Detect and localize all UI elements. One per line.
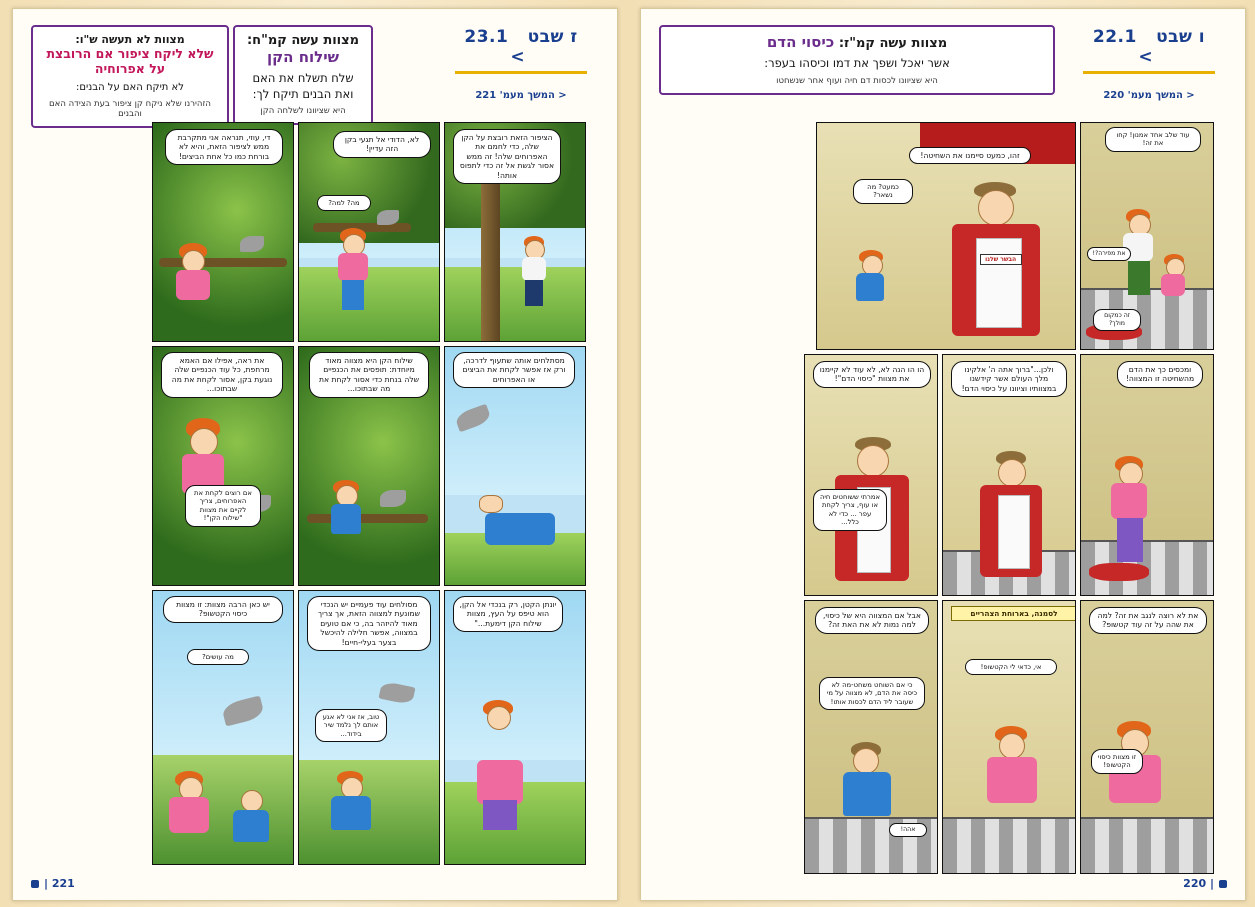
mitzvah2-highlight-left: שלא ליקח ציפור אם הרובצת על אפרוחיה bbox=[46, 46, 214, 76]
scene-caption: לסמנה, בארוחת הצהריים bbox=[951, 606, 1076, 621]
speech-bubble: את לא רוצה לנגב את זה? למה את שהה על זה עוד קטשופ? bbox=[1089, 607, 1207, 634]
comic-panel bbox=[1080, 122, 1214, 350]
date-block-left bbox=[455, 27, 587, 101]
comic-panel bbox=[298, 590, 440, 865]
mitzvah-sub-right: אשר יאכל ושפך את דמו וכיסהו בעפר: bbox=[764, 56, 950, 70]
speech-bubble: שילוח הקן היא מצווה מאוד מיוחדת: תופסים את הכנפיים שלה בנחת כדי אסור לקחת את מה שבתוכו... bbox=[309, 352, 429, 398]
speech-bubble: הציפור הזאת רובצת על הקן שלה, כדי לחמם את האפרוחים שלה! זה ממש אסור לגשת אל זה כדי לתפוס אותה! bbox=[453, 129, 561, 184]
speech-bubble: זהו, כמעט סיימנו את השחיטה! bbox=[909, 147, 1031, 164]
comic-row bbox=[46, 346, 586, 586]
comic-row bbox=[46, 590, 586, 865]
folio-right bbox=[1183, 877, 1227, 890]
mitzvah-title-right: מצוות עשה קמ"ז: כיסוי הדם bbox=[766, 33, 948, 51]
mitzvah-note-left: היא שציוונו לשלחה הקן bbox=[260, 106, 346, 117]
comic-row bbox=[46, 122, 586, 342]
continuation-link-left[interactable]: < המשך מעמ' 221 bbox=[475, 90, 567, 101]
mitzvah-box-secondary-left bbox=[31, 25, 229, 128]
mitzvah-box-main-left bbox=[233, 25, 373, 125]
continuation-link-right[interactable]: < המשך מעמ' 220 bbox=[1103, 90, 1195, 101]
speech-bubble: זו מצוות כיסוי הקטשופ! bbox=[1091, 749, 1143, 774]
speech-bubble: את ראה, אפילו אם האמא מרחפת, כל עוד הכנפיים שלה נוגעת בקן, אסור לקחת את מה שבתוכו... bbox=[161, 352, 283, 398]
mitzvah-box-main-right bbox=[659, 25, 1055, 95]
date-label-left: ז שבט 23.1 > bbox=[464, 27, 578, 67]
speech-bubble: טוב, אז אני לא אגע אותם לך נלמד שיר בידוד... bbox=[315, 709, 387, 742]
speech-bubble: עוד שלב אחד אמנון! קחו את זה! bbox=[1105, 127, 1201, 152]
speech-bubble: די, עוזי, תנראה אני מתקרבת ממש לציפור הזאת, והיא לא בורחת כמו כל אחת הביצים! bbox=[165, 129, 283, 165]
mitzvah-sub-left: שלח תשלח את האם ואת הבנים תיקח לך: bbox=[252, 71, 354, 101]
date-label-right: ו שבט 22.1 > bbox=[1092, 27, 1206, 67]
butcher-sign: הבשר שלנו bbox=[980, 254, 1022, 265]
comic-panel bbox=[152, 346, 294, 586]
date-rule-right bbox=[1083, 71, 1215, 74]
comic-panel bbox=[298, 122, 440, 342]
speech-bubble: אי, כדאי לי הקטשופ! bbox=[965, 659, 1057, 675]
folio-dot-icon bbox=[1219, 880, 1227, 888]
mitzvah-note-right: היא שציוונו לכסות דם חיה ועוף אחר שנשחטו bbox=[776, 75, 938, 86]
comic-grid-left bbox=[46, 122, 586, 869]
date-rule-left bbox=[455, 71, 587, 74]
speech-bubble: מה? למה? bbox=[317, 195, 371, 211]
speech-bubble: אמרתי ששוחטים חיה או עוף, צריך לקחת עפר ... כדי לא כלל... bbox=[813, 489, 887, 531]
speech-bubble: מה עושים? bbox=[187, 649, 249, 665]
comic-grid-right bbox=[674, 122, 1214, 878]
speech-bubble: כי אם השוחט משחט-מה לא כיסה את הדם, לא מצווה על מי שעובר ליד הדם לכסות אותו! bbox=[819, 677, 925, 710]
date-block-right bbox=[1083, 27, 1215, 101]
mitzvah2-note-left: הזהירנו שלא ניקח קן ציפור בעת הצידה האם והבנים bbox=[49, 98, 211, 119]
comic-row bbox=[674, 354, 1214, 596]
comic-row bbox=[674, 600, 1214, 874]
comic-panel bbox=[444, 122, 586, 342]
mitzvah-highlight-left: שילוח הקן bbox=[266, 48, 340, 66]
comic-panel bbox=[804, 600, 938, 874]
speech-bubble: לא, הדודי אל תגעי בקן הזה עדיין! bbox=[333, 131, 431, 158]
speech-bubble: את מפירה?! bbox=[1087, 247, 1131, 261]
speech-bubble: זה כמקום מולך? bbox=[1093, 309, 1141, 331]
speech-bubble: יש כאן הרבה מצוות: זו מצוות כיסוי הקטשופ? bbox=[163, 596, 283, 623]
comic-panel bbox=[1080, 354, 1214, 596]
comic-panel bbox=[444, 346, 586, 586]
speech-bubble: מסתלחים אותה שתעוף לדרכה, ורק אז אפשר לקחת את הביצים או האפרוחים bbox=[453, 352, 575, 388]
folio-number-right: 220 | bbox=[1183, 877, 1214, 890]
folio-dot-icon bbox=[31, 880, 39, 888]
folio-left bbox=[31, 877, 75, 890]
comic-panel bbox=[152, 122, 294, 342]
speech-bubble: מסולחים עוד פעמיים יש הנכדי שמונעת למצווה הזאת, אך צריך מאוד להיזהר בה, כי אם טועים במצווה, אפשר חלילה להיכשל בצער בעלי-חיים! bbox=[307, 596, 431, 651]
comic-row bbox=[674, 122, 1214, 350]
speech-bubble: ולכן..."ברוך אתה ה' אלקינו מלך העולם אשר קידשנו במצוותיו וציוונו על כיסוי הדם! bbox=[951, 361, 1067, 397]
speech-bubble: הו הו הנה לא, לא עוד לא קיימנו את מצוות "כיסוי הדם"! bbox=[813, 361, 931, 388]
folio-number-left: | 221 bbox=[44, 877, 75, 890]
mitzvah2-title-left: מצוות לא תעשה ש"ו: bbox=[75, 33, 185, 46]
speech-bubble: ומכסים כך את הדם מהשחיטה זו המצווה! bbox=[1117, 361, 1203, 388]
speech-bubble: יונתן הקטן, רק בנכדי אל הקן, הוא טיפס על העץ, מצוות שילוח הקן דימעת..." bbox=[453, 596, 563, 632]
speech-bubble: אבל אם המצווה היא של כיסוי, למה נמות לא את האת זה? bbox=[815, 607, 929, 634]
comic-panel bbox=[298, 346, 440, 586]
page-221 bbox=[12, 8, 618, 901]
mitzvah2-sub-left: לא תיקח האם על הבנים: bbox=[76, 82, 184, 93]
comic-panel bbox=[816, 122, 1076, 350]
comic-panel bbox=[942, 600, 1076, 874]
page-220 bbox=[640, 8, 1246, 901]
comic-panel bbox=[152, 590, 294, 865]
mitzvah-title-left: מצוות עשה קמ"ח: bbox=[246, 33, 360, 48]
comic-panel bbox=[444, 590, 586, 865]
comic-panel bbox=[804, 354, 938, 596]
speech-bubble: כמעט? מה נשאר? bbox=[853, 179, 913, 204]
speech-bubble: אהה! bbox=[889, 823, 927, 837]
comic-panel bbox=[942, 354, 1076, 596]
speech-bubble: אם רוצים לקחת את האפרוחים, צריך לקיים את מצוות "שילוח הקן"! bbox=[185, 485, 261, 527]
comic-panel bbox=[1080, 600, 1214, 874]
